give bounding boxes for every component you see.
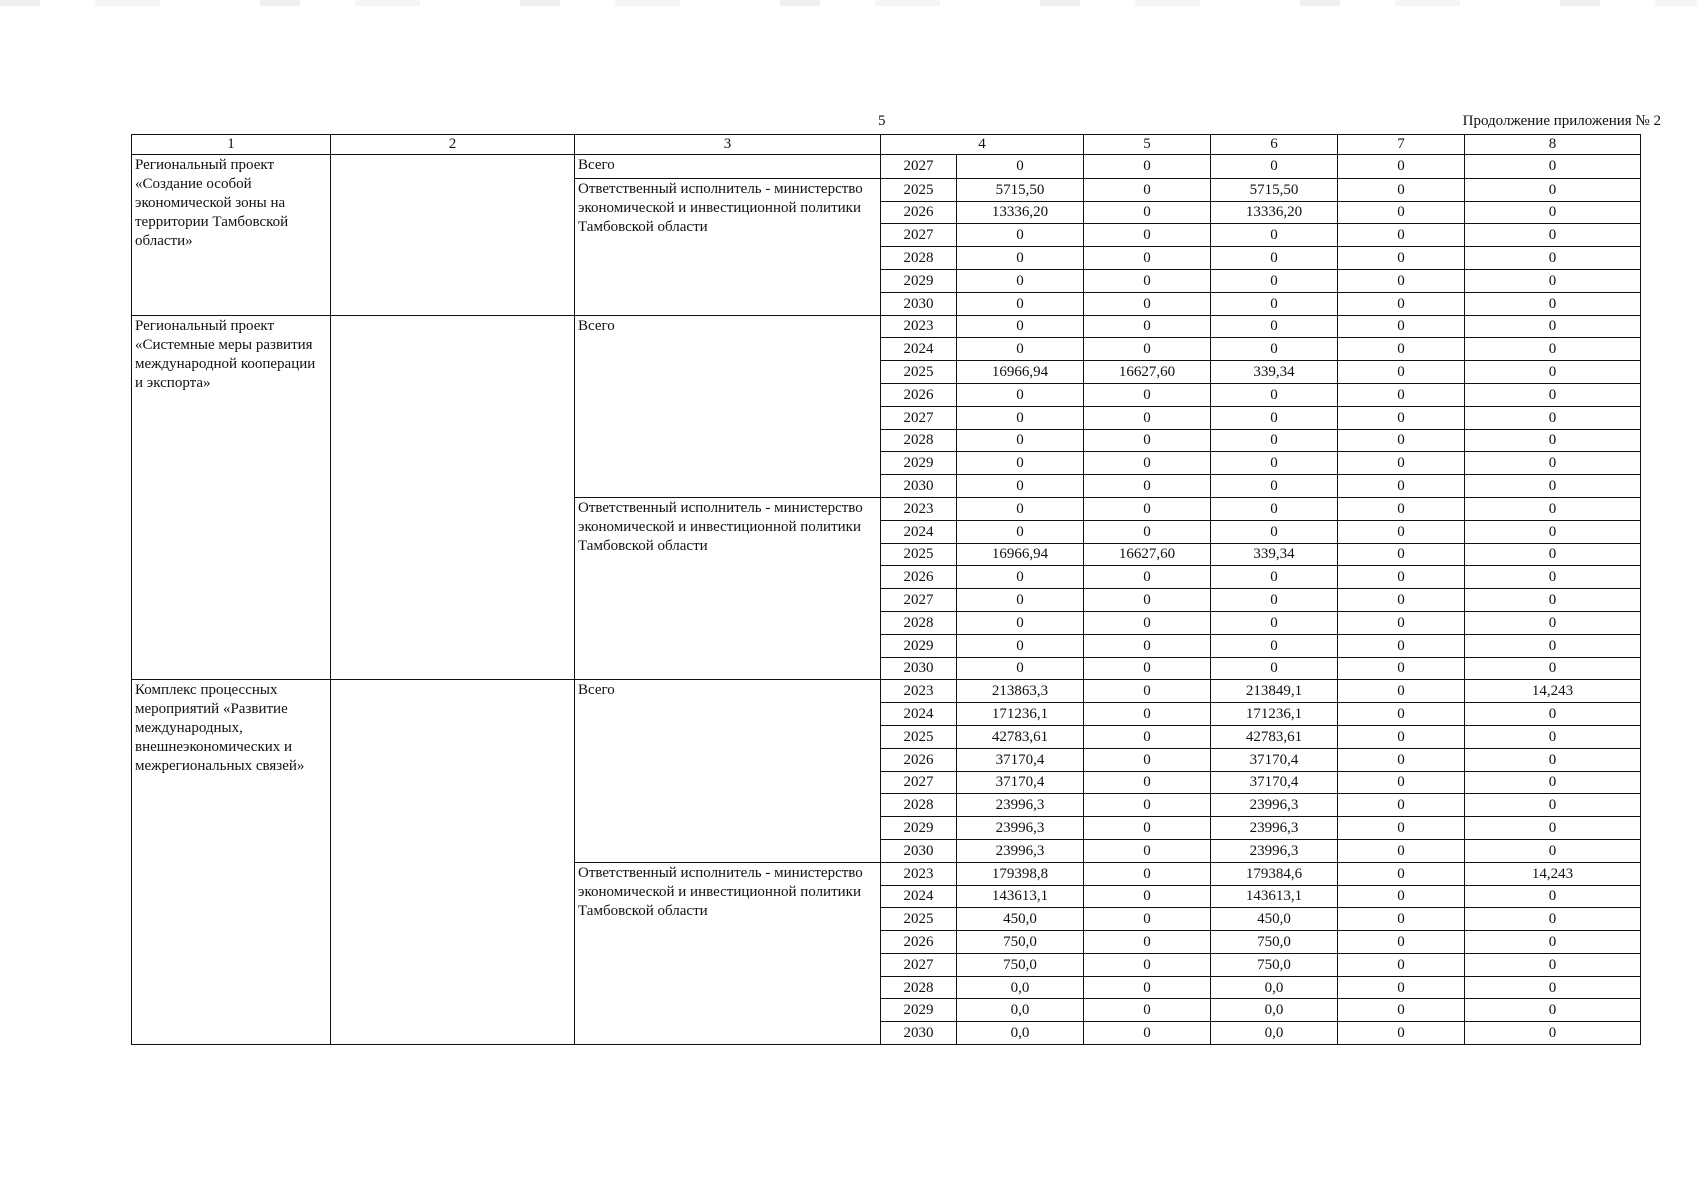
value-cell: 0 (1211, 611, 1338, 634)
value-cell: 0 (1338, 589, 1465, 612)
value-cell: 0 (1211, 589, 1338, 612)
value-cell: 0 (1465, 1022, 1641, 1045)
value-cell: 0 (1084, 725, 1211, 748)
value-cell: 213863,3 (957, 680, 1084, 703)
year-cell: 2029 (881, 634, 957, 657)
value-cell: 0 (957, 657, 1084, 680)
year-cell: 2026 (881, 383, 957, 406)
value-cell: 0 (1211, 497, 1338, 520)
value-cell: 0 (1338, 292, 1465, 315)
value-cell: 0 (1465, 931, 1641, 954)
value-cell: 0 (1084, 383, 1211, 406)
value-cell: 750,0 (1211, 953, 1338, 976)
column-header: 3 (575, 135, 881, 155)
column-2-cell (331, 315, 575, 680)
value-cell: 0 (1338, 269, 1465, 292)
year-cell: 2030 (881, 1022, 957, 1045)
column-header: 1 (132, 135, 331, 155)
value-cell: 0 (957, 338, 1084, 361)
column-header: 7 (1338, 135, 1465, 155)
value-cell: 213849,1 (1211, 680, 1338, 703)
value-cell: 0 (1465, 497, 1641, 520)
year-cell: 2024 (881, 338, 957, 361)
value-cell: 23996,3 (957, 794, 1084, 817)
value-cell: 0 (957, 589, 1084, 612)
value-cell: 0 (1084, 771, 1211, 794)
year-cell: 2028 (881, 976, 957, 999)
value-cell: 0 (1084, 817, 1211, 840)
value-cell: 0 (1084, 953, 1211, 976)
year-cell: 2023 (881, 680, 957, 703)
value-cell: 0 (1338, 725, 1465, 748)
value-cell: 0 (1465, 725, 1641, 748)
value-cell: 0 (1211, 224, 1338, 247)
value-cell: 23996,3 (1211, 794, 1338, 817)
value-cell: 0 (1338, 315, 1465, 338)
value-cell: 0 (1465, 999, 1641, 1022)
value-cell: 23996,3 (1211, 817, 1338, 840)
value-cell: 0 (1465, 269, 1641, 292)
value-cell: 0 (1338, 953, 1465, 976)
value-cell: 0 (1211, 292, 1338, 315)
value-cell: 339,34 (1211, 361, 1338, 384)
year-cell: 2025 (881, 725, 957, 748)
value-cell: 0 (1338, 748, 1465, 771)
value-cell: 0 (957, 475, 1084, 498)
value-cell: 16627,60 (1084, 361, 1211, 384)
value-cell: 0 (1084, 1022, 1211, 1045)
value-cell: 0 (1084, 908, 1211, 931)
value-cell: 23996,3 (1211, 839, 1338, 862)
value-cell: 0 (1465, 247, 1641, 270)
continuation-note: Продолжение приложения № 2 (1462, 113, 1661, 129)
value-cell: 0 (1084, 680, 1211, 703)
value-cell: 0 (1465, 976, 1641, 999)
year-cell: 2027 (881, 953, 957, 976)
value-cell: 0 (1465, 771, 1641, 794)
value-cell: 0 (1338, 338, 1465, 361)
project-title: Региональный проект «Системные меры развития международной кооперации и экспорта» (132, 315, 331, 680)
year-cell: 2024 (881, 520, 957, 543)
value-cell: 37170,4 (1211, 748, 1338, 771)
value-cell: 0 (1465, 452, 1641, 475)
year-cell: 2029 (881, 817, 957, 840)
table-body (132, 135, 1641, 1045)
value-cell: 0 (1084, 292, 1211, 315)
value-cell: 0 (1084, 611, 1211, 634)
year-cell: 2030 (881, 839, 957, 862)
year-cell: 2027 (881, 155, 957, 179)
value-cell: 0 (1084, 475, 1211, 498)
value-cell: 0 (1211, 383, 1338, 406)
value-cell: 0 (1338, 224, 1465, 247)
year-cell: 2030 (881, 475, 957, 498)
value-cell: 0 (1211, 475, 1338, 498)
value-cell: 0 (1211, 429, 1338, 452)
year-cell: 2025 (881, 908, 957, 931)
value-cell: 0 (1084, 178, 1211, 201)
year-cell: 2027 (881, 771, 957, 794)
value-cell: 0 (1211, 657, 1338, 680)
column-header: 2 (331, 135, 575, 155)
value-cell: 0 (957, 566, 1084, 589)
value-cell: 0 (1084, 657, 1211, 680)
year-cell: 2026 (881, 748, 957, 771)
value-cell: 0 (1465, 817, 1641, 840)
year-cell: 2028 (881, 429, 957, 452)
value-cell: 0 (1084, 155, 1211, 179)
value-cell: 0 (1465, 520, 1641, 543)
value-cell: 0 (1338, 976, 1465, 999)
value-cell: 0 (1084, 247, 1211, 270)
value-cell: 37170,4 (957, 748, 1084, 771)
value-cell: 13336,20 (1211, 201, 1338, 224)
value-cell: 0 (957, 611, 1084, 634)
value-cell: 0 (1338, 383, 1465, 406)
value-cell: 143613,1 (1211, 885, 1338, 908)
value-cell: 0 (1338, 817, 1465, 840)
year-cell: 2024 (881, 703, 957, 726)
value-cell: 0 (1211, 566, 1338, 589)
value-cell: 0 (1084, 224, 1211, 247)
value-cell: 0 (1465, 543, 1641, 566)
value-cell: 0 (1084, 338, 1211, 361)
value-cell: 0 (1084, 703, 1211, 726)
value-cell: 0 (1465, 475, 1641, 498)
value-cell: 0 (957, 383, 1084, 406)
value-cell: 0 (1084, 862, 1211, 885)
value-cell: 14,243 (1465, 862, 1641, 885)
value-cell: 179384,6 (1211, 862, 1338, 885)
value-cell: 0 (1465, 839, 1641, 862)
value-cell: 16966,94 (957, 543, 1084, 566)
value-cell: 0 (1084, 976, 1211, 999)
year-cell: 2027 (881, 589, 957, 612)
value-cell: 0 (1338, 1022, 1465, 1045)
value-cell: 750,0 (1211, 931, 1338, 954)
column-header: 6 (1211, 135, 1338, 155)
value-cell: 5715,50 (957, 178, 1084, 201)
value-cell: 14,243 (1465, 680, 1641, 703)
value-cell: 0 (1338, 543, 1465, 566)
column-header: 8 (1465, 135, 1641, 155)
value-cell: 750,0 (957, 931, 1084, 954)
value-cell: 0 (957, 224, 1084, 247)
value-cell: 0 (1338, 247, 1465, 270)
value-cell: 0 (1084, 429, 1211, 452)
value-cell: 0 (1465, 703, 1641, 726)
value-cell: 23996,3 (957, 817, 1084, 840)
value-cell: 0 (1338, 839, 1465, 862)
value-cell: 0 (1338, 406, 1465, 429)
value-cell: 0 (1084, 406, 1211, 429)
year-cell: 2026 (881, 201, 957, 224)
year-cell: 2030 (881, 657, 957, 680)
group-label: Всего (575, 680, 881, 862)
value-cell: 143613,1 (957, 885, 1084, 908)
value-cell: 0 (1465, 201, 1641, 224)
value-cell: 0 (1084, 748, 1211, 771)
value-cell: 0 (957, 634, 1084, 657)
project-title: Комплекс процессных мероприятий «Развитие международных, внешнеэкономических и межрегиональных связей» (132, 680, 331, 1045)
value-cell: 5715,50 (1211, 178, 1338, 201)
value-cell: 0 (1084, 520, 1211, 543)
value-cell: 37170,4 (957, 771, 1084, 794)
value-cell: 0 (1465, 383, 1641, 406)
value-cell: 0 (1338, 931, 1465, 954)
value-cell: 0 (1211, 315, 1338, 338)
value-cell: 0 (1338, 680, 1465, 703)
value-cell: 0 (1338, 566, 1465, 589)
value-cell: 0 (1211, 155, 1338, 179)
value-cell: 0 (1465, 953, 1641, 976)
value-cell: 0 (1465, 794, 1641, 817)
group-label: Ответственный исполнитель - министерство экономической и инвестиционной политики Тамбовской области (575, 862, 881, 1044)
group-label: Всего (575, 315, 881, 497)
value-cell: 0 (1338, 611, 1465, 634)
value-cell: 0,0 (1211, 999, 1338, 1022)
year-cell: 2027 (881, 224, 957, 247)
value-cell: 0 (1211, 247, 1338, 270)
budget-table (131, 134, 1641, 1045)
value-cell: 0 (1338, 771, 1465, 794)
value-cell: 0 (1338, 361, 1465, 384)
value-cell: 0 (1084, 885, 1211, 908)
value-cell: 0 (957, 292, 1084, 315)
value-cell: 0 (1084, 839, 1211, 862)
value-cell: 0 (1084, 452, 1211, 475)
value-cell: 0 (1338, 703, 1465, 726)
value-cell: 23996,3 (957, 839, 1084, 862)
year-cell: 2029 (881, 452, 957, 475)
column-header-row (132, 135, 1641, 155)
year-cell: 2028 (881, 794, 957, 817)
value-cell: 450,0 (1211, 908, 1338, 931)
page-number: 5 (878, 113, 886, 129)
value-cell: 0 (1465, 406, 1641, 429)
year-cell: 2023 (881, 862, 957, 885)
column-2-cell (331, 680, 575, 1045)
value-cell: 0 (1465, 748, 1641, 771)
value-cell: 37170,4 (1211, 771, 1338, 794)
year-cell: 2025 (881, 178, 957, 201)
value-cell: 0 (1338, 201, 1465, 224)
year-cell: 2025 (881, 543, 957, 566)
year-cell: 2025 (881, 361, 957, 384)
value-cell: 171236,1 (957, 703, 1084, 726)
value-cell: 0 (957, 429, 1084, 452)
value-cell: 0 (957, 520, 1084, 543)
value-cell: 13336,20 (957, 201, 1084, 224)
value-cell: 42783,61 (957, 725, 1084, 748)
value-cell: 0 (1084, 634, 1211, 657)
value-cell: 0 (1084, 999, 1211, 1022)
value-cell: 0 (1211, 338, 1338, 361)
value-cell: 0 (1211, 520, 1338, 543)
value-cell: 0 (1338, 429, 1465, 452)
value-cell: 0 (1084, 589, 1211, 612)
value-cell: 0 (1338, 634, 1465, 657)
value-cell: 0 (957, 247, 1084, 270)
table-row (132, 155, 1641, 179)
value-cell: 0 (1084, 201, 1211, 224)
year-cell: 2030 (881, 292, 957, 315)
value-cell: 0 (1084, 794, 1211, 817)
value-cell: 0 (1338, 657, 1465, 680)
value-cell: 171236,1 (1211, 703, 1338, 726)
value-cell: 0 (1084, 269, 1211, 292)
year-cell: 2028 (881, 247, 957, 270)
value-cell: 0 (1084, 566, 1211, 589)
value-cell: 0 (1465, 292, 1641, 315)
value-cell: 0 (1465, 224, 1641, 247)
value-cell: 0 (1338, 862, 1465, 885)
value-cell: 0 (957, 497, 1084, 520)
group-label: Ответственный исполнитель - министерство экономической и инвестиционной политики Тамбовской области (575, 497, 881, 679)
value-cell: 0 (1338, 999, 1465, 1022)
value-cell: 0 (1338, 178, 1465, 201)
value-cell: 0,0 (1211, 976, 1338, 999)
year-cell: 2026 (881, 566, 957, 589)
table-row (132, 315, 1641, 338)
value-cell: 0 (957, 452, 1084, 475)
column-header: 4 (881, 135, 1084, 155)
value-cell: 0 (1211, 634, 1338, 657)
value-cell: 339,34 (1211, 543, 1338, 566)
group-label: Всего (575, 155, 881, 179)
value-cell: 0 (1465, 361, 1641, 384)
scan-artifact (0, 0, 1697, 6)
value-cell: 0 (957, 155, 1084, 179)
value-cell: 0 (1338, 908, 1465, 931)
project-title: Региональный проект «Создание особой экономической зоны на территории Тамбовской области» (132, 155, 331, 316)
value-cell: 16627,60 (1084, 543, 1211, 566)
value-cell: 0 (1338, 885, 1465, 908)
value-cell: 0 (957, 315, 1084, 338)
value-cell: 0 (957, 269, 1084, 292)
value-cell: 16966,94 (957, 361, 1084, 384)
value-cell: 0 (1338, 794, 1465, 817)
year-cell: 2023 (881, 315, 957, 338)
column-2-cell (331, 155, 575, 316)
value-cell: 0 (1465, 611, 1641, 634)
value-cell: 0 (1211, 269, 1338, 292)
value-cell: 0 (1465, 908, 1641, 931)
year-cell: 2029 (881, 269, 957, 292)
value-cell: 0 (1084, 931, 1211, 954)
value-cell: 0 (1084, 497, 1211, 520)
value-cell: 0 (1211, 452, 1338, 475)
table-row (132, 680, 1641, 703)
value-cell: 0,0 (957, 976, 1084, 999)
column-header: 5 (1084, 135, 1211, 155)
value-cell: 0 (1338, 497, 1465, 520)
value-cell: 0 (1465, 429, 1641, 452)
value-cell: 750,0 (957, 953, 1084, 976)
value-cell: 0 (1465, 338, 1641, 361)
value-cell: 450,0 (957, 908, 1084, 931)
year-cell: 2023 (881, 497, 957, 520)
value-cell: 0 (1465, 178, 1641, 201)
value-cell: 0 (1338, 452, 1465, 475)
value-cell: 0 (1338, 155, 1465, 179)
year-cell: 2024 (881, 885, 957, 908)
value-cell: 0 (1338, 475, 1465, 498)
value-cell: 0,0 (1211, 1022, 1338, 1045)
value-cell: 0,0 (957, 999, 1084, 1022)
group-label: Ответственный исполнитель - министерство экономической и инвестиционной политики Тамбовской области (575, 178, 881, 315)
year-cell: 2027 (881, 406, 957, 429)
value-cell: 0 (1338, 520, 1465, 543)
value-cell: 0,0 (957, 1022, 1084, 1045)
value-cell: 0 (1465, 566, 1641, 589)
value-cell: 0 (1465, 315, 1641, 338)
value-cell: 0 (1465, 589, 1641, 612)
value-cell: 0 (1465, 885, 1641, 908)
value-cell: 42783,61 (1211, 725, 1338, 748)
value-cell: 0 (1465, 634, 1641, 657)
year-cell: 2028 (881, 611, 957, 634)
value-cell: 0 (957, 406, 1084, 429)
value-cell: 0 (1084, 315, 1211, 338)
value-cell: 0 (1211, 406, 1338, 429)
value-cell: 0 (1465, 155, 1641, 179)
year-cell: 2026 (881, 931, 957, 954)
year-cell: 2029 (881, 999, 957, 1022)
value-cell: 0 (1465, 657, 1641, 680)
value-cell: 179398,8 (957, 862, 1084, 885)
